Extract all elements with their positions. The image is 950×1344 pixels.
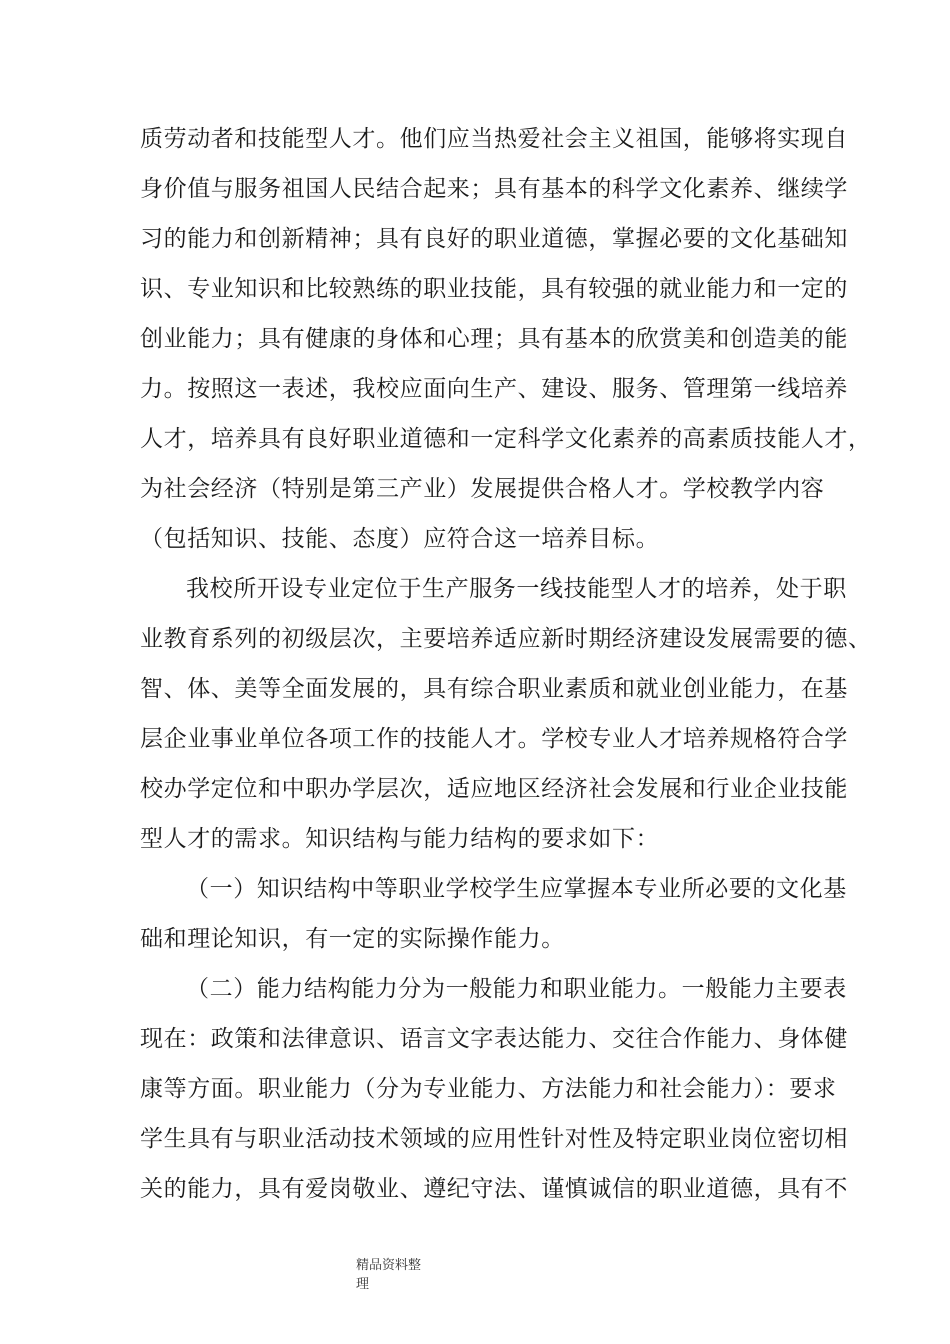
body-text-line: 学生具有与职业活动技术领域的应用性针对性及特定职业岗位密切相 bbox=[140, 1126, 848, 1152]
body-text-line: 为社会经济（特别是第三产业）发展提供合格人才。学校教学内容 bbox=[140, 476, 825, 502]
body-text-line: 创业能力；具有健康的身体和心理；具有基本的欣赏美和创造美的能 bbox=[140, 326, 848, 352]
body-text-line: 力。按照这一表述，我校应面向生产、建设、服务、管理第一线培养 bbox=[140, 376, 848, 402]
body-text-line: 识、专业知识和比较熟练的职业技能，具有较强的就业能力和一定的 bbox=[140, 276, 848, 302]
body-text-line: 人才，培养具有良好职业道德和一定科学文化素养的高素质技能人才， bbox=[140, 426, 872, 452]
body-text-line: 础和理论知识，有一定的实际操作能力。 bbox=[140, 926, 565, 952]
body-text-line: 型人才的需求。知识结构与能力结构的要求如下： bbox=[140, 826, 660, 852]
body-text-line: 智、体、美等全面发展的，具有综合职业素质和就业创业能力，在基 bbox=[140, 676, 848, 702]
body-text-line: （包括知识、技能、态度）应符合这一培养目标。 bbox=[140, 526, 660, 552]
body-text-line: 现在：政策和法律意识、语言文字表达能力、交往合作能力、身体健 bbox=[140, 1026, 848, 1052]
footer-line-2: 理 bbox=[356, 1277, 370, 1292]
paragraph-first-line: （一）知识结构中等职业学校学生应掌握本专业所必要的文化基 bbox=[186, 876, 847, 902]
body-text-line: 校办学定位和中职办学层次，适应地区经济社会发展和行业企业技能 bbox=[140, 776, 848, 802]
body-text-line: 习的能力和创新精神；具有良好的职业道德，掌握必要的文化基础知 bbox=[140, 226, 848, 252]
body-text-line: 质劳动者和技能型人才。他们应当热爱社会主义祖国，能够将实现自 bbox=[140, 126, 848, 152]
body-text-line: 康等方面。职业能力（分为专业能力、方法能力和社会能力）：要求 bbox=[140, 1076, 837, 1102]
body-text-line: 层企业事业单位各项工作的技能人才。学校专业人才培养规格符合学 bbox=[140, 726, 848, 752]
paragraph-first-line: （二）能力结构能力分为一般能力和职业能力。一般能力主要表 bbox=[186, 976, 847, 1002]
body-text-line: 身价值与服务祖国人民结合起来；具有基本的科学文化素养、继续学 bbox=[140, 176, 848, 202]
footer-line-1: 精品资料整 bbox=[356, 1258, 422, 1273]
body-text-line: 关的能力，具有爱岗敬业、遵纪守法、谨慎诚信的职业道德，具有不 bbox=[140, 1176, 848, 1202]
page-footer bbox=[356, 1256, 421, 1294]
paragraph-first-line: 我校所开设专业定位于生产服务一线技能型人才的培养，处于职 bbox=[186, 576, 847, 602]
body-text-line: 业教育系列的初级层次，主要培养适应新时期经济建设发展需要的德、 bbox=[140, 626, 872, 652]
